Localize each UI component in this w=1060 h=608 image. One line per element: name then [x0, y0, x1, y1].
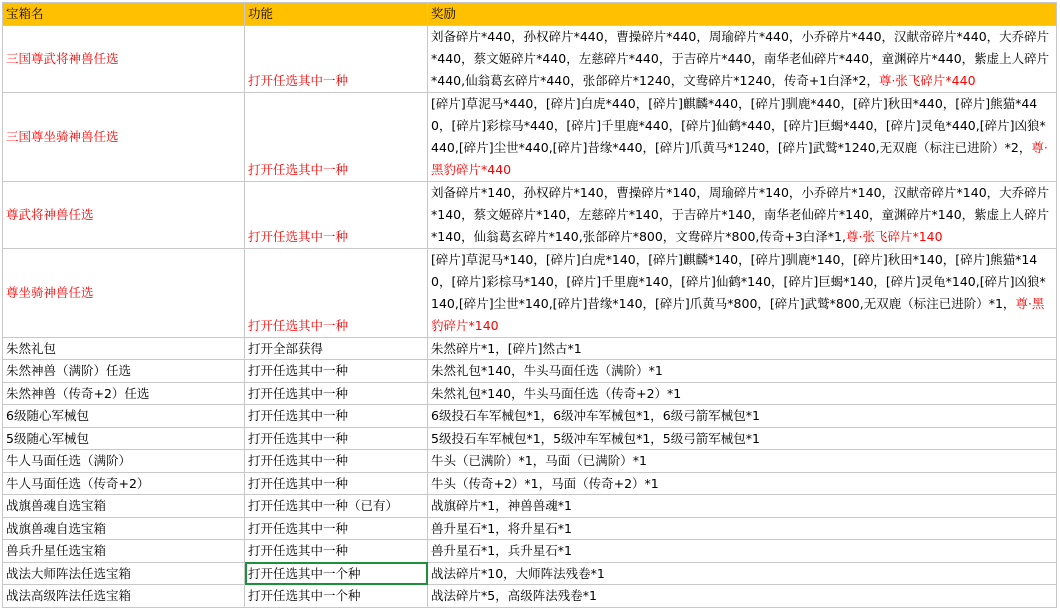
header-cell-reward[interactable]: 奖励: [428, 3, 1057, 26]
reward-table: [2, 2, 1057, 608]
chest-name-cell[interactable]: 战旗兽魂自选宝箱: [3, 495, 245, 518]
table-row: [3, 337, 1057, 360]
reward-cell[interactable]: 战法碎片*10，大师阵法残卷*1: [428, 562, 1057, 585]
reward-cell[interactable]: 牛头（传奇+2）*1，马面（传奇+2）*1: [428, 472, 1057, 495]
header-cell-name[interactable]: 宝箱名: [3, 3, 245, 26]
table-row: [3, 427, 1057, 450]
chest-name-cell[interactable]: 5级随心军械包: [3, 427, 245, 450]
reward-cell[interactable]: 5级投石车军械包*1，5级冲车军械包*1，5级弓箭军械包*1: [428, 427, 1057, 450]
table-row: [3, 495, 1057, 518]
reward-cell[interactable]: [428, 25, 1057, 92]
function-cell[interactable]: 打开任选其中一种: [245, 181, 428, 248]
table-row: [3, 382, 1057, 405]
function-cell[interactable]: 打开任选其中一种: [245, 360, 428, 383]
table-row: [3, 92, 1057, 181]
reward-cell[interactable]: 牛头（已满阶）*1，马面（已满阶）*1: [428, 450, 1057, 473]
table-row: [3, 360, 1057, 383]
chest-name-cell[interactable]: 战法高级阵法任选宝箱: [3, 585, 245, 608]
reward-highlight-text: 尊·黑豹碎片*140: [431, 295, 1045, 333]
chest-name-cell[interactable]: 三国尊武将神兽任选: [3, 25, 245, 92]
chest-name-cell[interactable]: 6级随心军械包: [3, 405, 245, 428]
table-row: [3, 585, 1057, 608]
chest-name-cell[interactable]: 尊坐骑神兽任选: [3, 248, 245, 337]
reward-cell[interactable]: [428, 92, 1057, 181]
reward-cell[interactable]: 战旗碎片*1，神兽兽魂*1: [428, 495, 1057, 518]
reward-text: [碎片]草泥马*140，[碎片]白虎*140，[碎片]麒麟*140，[碎片]驯鹿*140，[碎片]秋田*140，[碎片]熊猫*140，[碎片]彩棕马*140，[碎片]千里鹿*140，[碎片]仙鹤*140，[碎片]巨蝎*140，[碎片]灵龟*140,[碎片]凶狼*140,[碎片]尘世*140,[碎片]昔缘*140，[碎片]爪黄马*800，[碎片]武鹫*800,无双鹿（标注已进阶）*1，: [431, 251, 1046, 311]
table-row: [3, 517, 1057, 540]
reward-cell[interactable]: [428, 248, 1057, 337]
function-cell[interactable]: 打开任选其中一种: [245, 405, 428, 428]
header-cell-function[interactable]: 功能: [245, 3, 428, 26]
function-cell[interactable]: 打开任选其中一种: [245, 540, 428, 563]
table-row: [3, 562, 1057, 585]
table-row: [3, 450, 1057, 473]
reward-text: [碎片]草泥马*440，[碎片]白虎*440，[碎片]麒麟*440，[碎片]驯鹿*440，[碎片]秋田*440，[碎片]熊猫*440，[碎片]彩棕马*440，[碎片]千里鹿*440，[碎片]仙鹤*440，[碎片]巨蝎*440，[碎片]灵龟*440,[碎片]凶狼*440,[碎片]尘世*440,[碎片]昔缘*440，[碎片]爪黄马*1240，[碎片]武鹫*1240,无双鹿（标注已进阶）*2，: [431, 95, 1046, 155]
reward-highlight-text: 尊·黑豹碎片*440: [431, 139, 1048, 177]
function-cell[interactable]: 打开任选其中一种: [245, 450, 428, 473]
reward-highlight-text: 尊·张飞碎片*440: [878, 72, 976, 88]
table-row: [3, 248, 1057, 337]
table-row: [3, 405, 1057, 428]
header-row: [3, 3, 1057, 26]
chest-name-cell[interactable]: 牛人马面任选（满阶）: [3, 450, 245, 473]
table-row: [3, 181, 1057, 248]
function-cell[interactable]: 打开任选其中一种: [245, 25, 428, 92]
reward-cell[interactable]: 兽升星石*1，兵升星石*1: [428, 540, 1057, 563]
chest-name-cell[interactable]: 尊武将神兽任选: [3, 181, 245, 248]
reward-text: 刘备碎片*440，孙权碎片*440，曹操碎片*440，周瑜碎片*440，小乔碎片*440，汉献帝碎片*440，大乔碎片*440，蔡文姬碎片*440，左慈碎片*440，于吉碎片*440，南华老仙碎片*440，童渊碎片*440，紫虚上人碎片*440,仙翁葛玄碎片*440，张郃碎片*1240，文鸯碎片*1240，传奇+1白泽*2，: [431, 28, 1050, 88]
chest-name-cell[interactable]: 战法大师阵法任选宝箱: [3, 562, 245, 585]
function-cell[interactable]: 打开任选其中一种: [245, 517, 428, 540]
table-row: [3, 540, 1057, 563]
reward-cell[interactable]: 6级投石车军械包*1，6级冲车军械包*1，6级弓箭军械包*1: [428, 405, 1057, 428]
reward-cell[interactable]: 战法碎片*5，高级阵法残卷*1: [428, 585, 1057, 608]
table-row: [3, 25, 1057, 92]
chest-name-cell[interactable]: 战旗兽魂自选宝箱: [3, 517, 245, 540]
function-cell[interactable]: 打开任选其中一种（已有）: [245, 495, 428, 518]
chest-name-cell[interactable]: 三国尊坐骑神兽任选: [3, 92, 245, 181]
reward-highlight-text: 尊·张飞碎片*140: [846, 228, 943, 244]
function-cell[interactable]: 打开全部获得: [245, 337, 428, 360]
chest-name-cell[interactable]: 朱然礼包: [3, 337, 245, 360]
chest-name-cell[interactable]: 牛人马面任选（传奇+2）: [3, 472, 245, 495]
function-cell[interactable]: 打开任选其中一种: [245, 427, 428, 450]
table-row: [3, 472, 1057, 495]
chest-name-cell[interactable]: 朱然神兽（传奇+2）任选: [3, 382, 245, 405]
function-cell[interactable]: 打开任选其中一个种: [245, 585, 428, 608]
reward-cell[interactable]: 朱然碎片*1，[碎片]然古*1: [428, 337, 1057, 360]
reward-cell[interactable]: 朱然礼包*140，牛头马面任选（满阶）*1: [428, 360, 1057, 383]
function-cell[interactable]: 打开任选其中一种: [245, 472, 428, 495]
function-cell[interactable]: 打开任选其中一种: [245, 248, 428, 337]
chest-name-cell[interactable]: 朱然神兽（满阶）任选: [3, 360, 245, 383]
function-cell-selected[interactable]: 打开任选其中一个种: [245, 562, 428, 585]
reward-cell[interactable]: 兽升星石*1，将升星石*1: [428, 517, 1057, 540]
reward-cell[interactable]: [428, 181, 1057, 248]
function-cell[interactable]: 打开任选其中一种: [245, 92, 428, 181]
function-cell[interactable]: 打开任选其中一种: [245, 382, 428, 405]
reward-cell[interactable]: 朱然礼包*140，牛头马面任选（传奇+2）*1: [428, 382, 1057, 405]
reward-text: 刘备碎片*140，孙权碎片*140，曹操碎片*140，周瑜碎片*140，小乔碎片*140，汉献帝碎片*140，大乔碎片*140，蔡文姬碎片*140，左慈碎片*140，于吉碎片*140，南华老仙碎片*140，童渊碎片*140，紫虚上人碎片*140，仙翁葛玄碎片*140,张郃碎片*800，文鸯碎片*800,传奇+3白泽*1,: [431, 184, 1050, 244]
chest-name-cell[interactable]: 兽兵升星任选宝箱: [3, 540, 245, 563]
